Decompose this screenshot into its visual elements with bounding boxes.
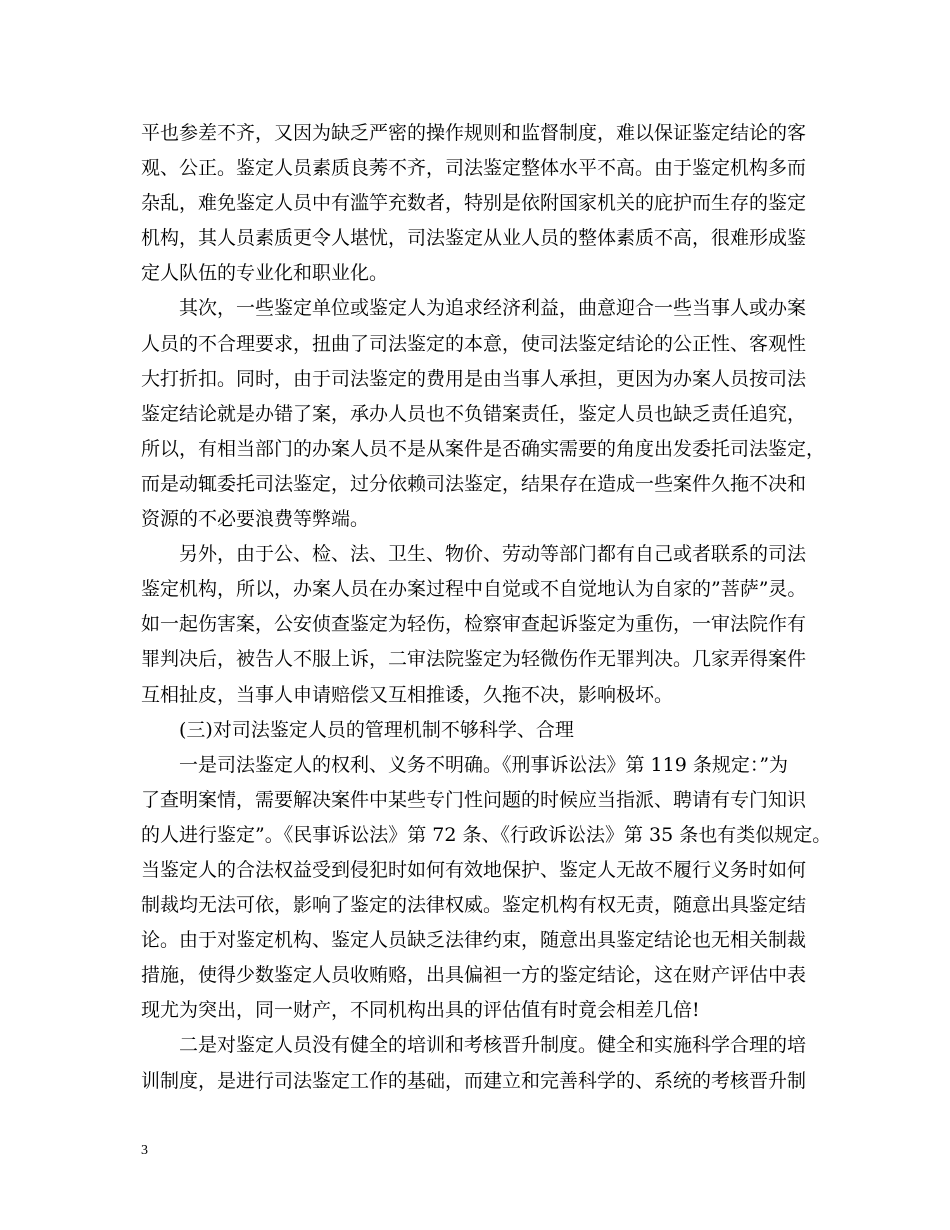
body-text [141, 116, 832, 1099]
text-line: 杂乱，难免鉴定人员中有滥竽充数者，特别是依附国家机关的庇护而生存的鉴定 [141, 192, 807, 215]
text-line: 训制度，是进行司法鉴定工作的基础，而建立和完善科学的、系统的考核晋升制 [141, 1069, 807, 1092]
text-line: 了查明案情，需要解决案件中某些专门性问题的时候应当指派、聘请有专门知识 [141, 788, 807, 811]
text-line: 互相扯皮，当事人申请赔偿又互相推诿，久拖不决，影响极坏。 [141, 683, 674, 706]
section-heading: (三)对司法鉴定人员的管理机制不够科学、合理 [179, 718, 574, 741]
text-line: 如一起伤害案，公安侦查鉴定为轻伤，检察审查起诉鉴定为重伤，一审法院作有 [141, 613, 807, 636]
text-line: 鉴定机构，所以，办案人员在办案过程中自觉或不自觉地认为自家的”菩萨”灵。 [141, 578, 807, 601]
text-line: 制裁均无法可依，影响了鉴定的法律权威。鉴定机构有权无责，随意出具鉴定结 [141, 894, 807, 917]
text-line: 人员的不合理要求，扭曲了司法鉴定的本意，使司法鉴定结论的公正性、客观性 [141, 332, 807, 355]
text-line: 论。由于对鉴定机构、鉴定人员缺乏法律约束，随意出具鉴定结论也无相关制裁 [141, 929, 807, 952]
text-line: 当鉴定人的合法权益受到侵犯时如何有效地保护、鉴定人无故不履行义务时如何 [141, 858, 807, 881]
text-line: 资源的不必要浪费等弊端。 [141, 508, 370, 531]
text-line: 的人进行鉴定”。《民事诉讼法》第 72 条、《行政诉讼法》第 35 条也有类似规定。 [141, 823, 832, 846]
paragraph-start-line: 其次，一些鉴定单位或鉴定人为追求经济利益，曲意迎合一些当事人或办案 [179, 297, 807, 320]
paragraph-start-line: 另外，由于公、检、法、卫生、物价、劳动等部门都有自己或者联系的司法 [179, 543, 807, 566]
paragraph-start-line: 二是对鉴定人员没有健全的培训和考核晋升制度。健全和实施科学合理的培 [179, 1034, 807, 1057]
text-line: 现尤为突出，同一财产，不同机构出具的评估值有时竟会相差几倍! [141, 999, 700, 1022]
text-line: 平也参差不齐，又因为缺乏严密的操作规则和监督制度，难以保证鉴定结论的客 [141, 122, 807, 144]
text-line: 而是动辄委托司法鉴定，过分依赖司法鉴定，结果存在造成一些案件久拖不决和 [141, 472, 807, 495]
text-line: 定人队伍的专业化和职业化。 [141, 262, 389, 285]
text-line: 鉴定结论就是办错了案，承办人员也不负错案责任，鉴定人员也缺乏责任追究， [141, 402, 807, 425]
text-line: 所以，有相当部门的办案人员不是从案件是否确实需要的角度出发委托司法鉴定， [141, 437, 826, 460]
text-line: 大打折扣。同时，由于司法鉴定的费用是由当事人承担，更因为办案人员按司法 [141, 367, 807, 390]
text-line: 机构，其人员素质更令人堪忧，司法鉴定从业人员的整体素质不高，很难形成鉴 [141, 227, 807, 250]
page-number: 3 [141, 1143, 148, 1158]
paragraph-start-line: 一是司法鉴定人的权利、义务不明确。《刑事诉讼法》第 119 条规定：”为 [179, 753, 789, 776]
text-line: 观、公正。鉴定人员素质良莠不齐，司法鉴定整体水平不高。由于鉴定机构多而 [141, 157, 807, 180]
text-line: 措施，使得少数鉴定人员收贿赂，出具偏袒一方的鉴定结论，这在财产评估中表 [141, 964, 807, 987]
text-line: 罪判决后，被告人不服上诉，二审法院鉴定为轻微伤作无罪判决。几家弄得案件 [141, 648, 807, 671]
